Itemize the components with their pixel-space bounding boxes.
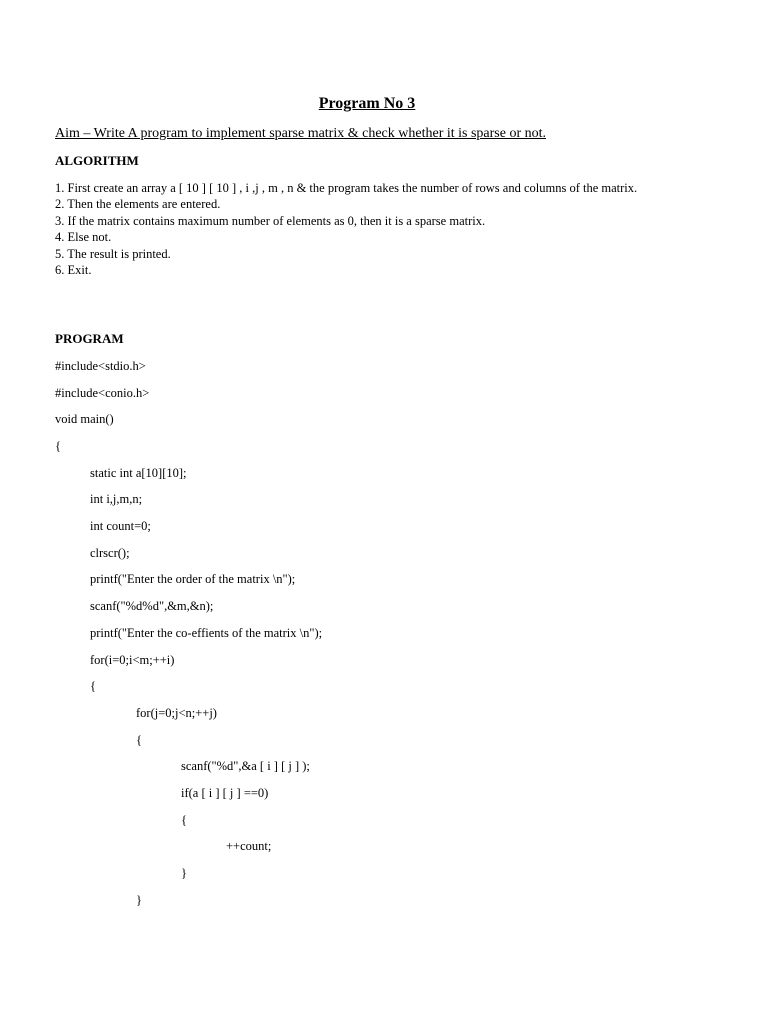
algorithm-step: 3. If the matrix contains maximum number of elements as 0, then it is a sparse matrix.: [55, 213, 486, 228]
code-line: {: [90, 679, 96, 693]
code-line: for(j=0;j<n;++j): [136, 706, 217, 720]
algorithm-step: 4. Else not.: [55, 230, 112, 245]
algorithm-step: 5. The result is printed.: [55, 246, 171, 261]
code-line: ++count;: [226, 839, 272, 853]
algorithm-step: 6. Exit.: [55, 263, 92, 278]
code-line: if(a [ i ] [ j ] ==0): [181, 786, 269, 800]
page-title: Program No 3: [318, 95, 416, 112]
code-line: int count=0;: [90, 519, 151, 533]
code-line: static int a[10][10];: [90, 466, 187, 480]
code-line: int i,j,m,n;: [90, 492, 143, 506]
code-line: scanf("%d",&a [ i ] [ j ] );: [181, 759, 310, 773]
code-line: {: [55, 439, 61, 453]
algorithm-step: 2. Then the elements are entered.: [55, 197, 221, 212]
code-line: #include<stdio.h>: [55, 359, 146, 373]
algorithm-heading: ALGORITHM: [55, 153, 139, 168]
aim-statement: Aim – Write A program to implement sparse matrix & check whether it is sparse or not.: [55, 126, 547, 141]
program-heading: PROGRAM: [55, 331, 124, 346]
code-line: printf("Enter the co-effients of the matrix \n");: [90, 626, 323, 640]
code-line: scanf("%d%d",&m,&n);: [90, 599, 214, 613]
code-line: void main(): [55, 412, 114, 426]
code-line: }: [181, 866, 187, 880]
algorithm-step: 1. First create an array a [ 10 ] [ 10 ] , i ,j , m , n & the program takes the number of rows and columns of the matrix.: [55, 181, 638, 195]
code-line: #include<conio.h>: [55, 386, 150, 400]
code-line: }: [136, 893, 142, 907]
code-line: {: [181, 813, 187, 827]
code-line: for(i=0;i<m;++i): [90, 653, 175, 667]
code-line: {: [136, 733, 142, 747]
code-line: printf("Enter the order of the matrix \n");: [90, 572, 296, 586]
algorithm-steps: [55, 180, 675, 278]
code-line: clrscr();: [90, 546, 130, 560]
